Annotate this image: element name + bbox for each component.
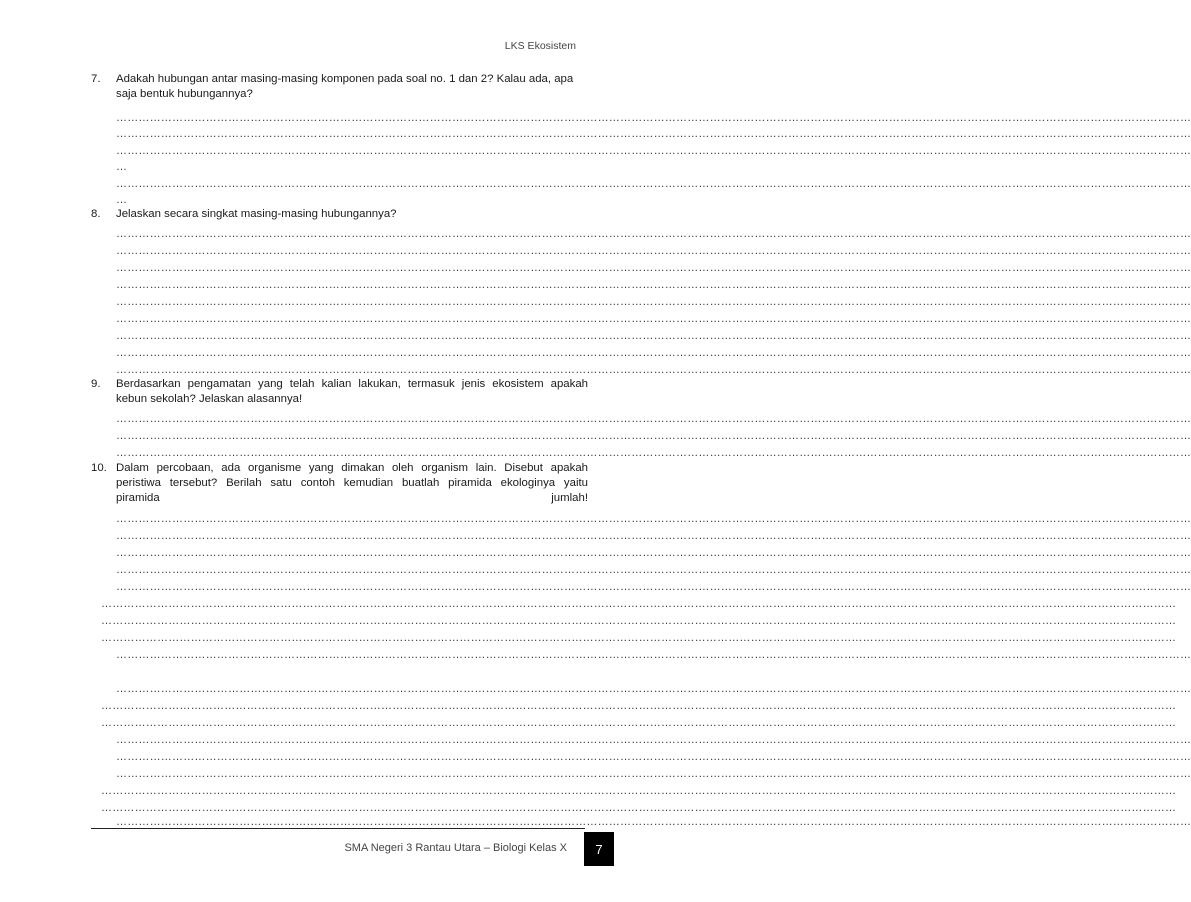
answer-dotted-line: ……………………………………………………………………………………………………………………………………………………………………………………………………………………………………………………………… — [101, 615, 1177, 627]
question-text-left: piramida — [116, 492, 160, 504]
question-text-line: Jelaskan secara singkat masing-masing hubungannya? — [116, 208, 397, 220]
answer-dotted-line: … — [116, 161, 128, 173]
answer-dotted-line: ……………………………………………………………………………………………………………………………………………………………………………………………………………………………………………………………… — [116, 313, 1191, 325]
answer-dotted-line: ……………………………………………………………………………………………………………………………………………………………………………………………………………………………………………………………… — [116, 513, 1191, 525]
answer-dotted-line: ……………………………………………………………………………………………………………………………………………………………………………………………………………………………………………………………… — [116, 816, 1191, 828]
answer-dotted-line: ……………………………………………………………………………………………………………………………………………………………………………………………………………………………………………………………… — [116, 364, 1191, 376]
answer-dotted-line: ……………………………………………………………………………………………………………………………………………………………………………………………………………………………………………………………… — [116, 581, 1191, 593]
question-text-line: kebun sekolah? Jelaskan alasannya! — [116, 393, 303, 405]
question-number: 7. — [91, 73, 101, 85]
answer-dotted-line: ……………………………………………………………………………………………………………………………………………………………………………………………………………………………………………………………… — [116, 178, 1191, 190]
answer-dotted-line: ……………………………………………………………………………………………………………………………………………………………………………………………………………………………………………………………… — [116, 128, 1191, 140]
answer-dotted-line: ……………………………………………………………………………………………………………………………………………………………………………………………………………………………………………………………… — [116, 228, 1191, 240]
question-number: 10. — [91, 462, 107, 474]
answer-dotted-line: ……………………………………………………………………………………………………………………………………………………………………………………………………………………………………………………………… — [101, 717, 1177, 729]
answer-dotted-line: ……………………………………………………………………………………………………………………………………………………………………………………………………………………………………………………………… — [116, 734, 1191, 746]
answer-dotted-line: ……………………………………………………………………………………………………………………………………………………………………………………………………………………………………………………………… — [116, 564, 1191, 576]
question-number: 8. — [91, 208, 101, 220]
answer-dotted-line: ……………………………………………………………………………………………………………………………………………………………………………………………………………………………………………………………… — [116, 330, 1191, 342]
question-number: 9. — [91, 378, 101, 390]
answer-dotted-line: ……………………………………………………………………………………………………………………………………………………………………………………………………………………………………………………………… — [116, 751, 1191, 763]
answer-dotted-line: ……………………………………………………………………………………………………………………………………………………………………………………………………………………………………………………………… — [116, 547, 1191, 559]
answer-dotted-line: ……………………………………………………………………………………………………………………………………………………………………………………………………………………………………………………………… — [101, 802, 1177, 814]
answer-dotted-line: ……………………………………………………………………………………………………………………………………………………………………………………………………………………………………………………………… — [116, 683, 1191, 695]
answer-dotted-line: ……………………………………………………………………………………………………………………………………………………………………………………………………………………………………………………………… — [116, 112, 1191, 124]
answer-dotted-line: ……………………………………………………………………………………………………………………………………………………………………………………………………………………………………………………………… — [116, 447, 1191, 459]
question-text-line: Adakah hubungan antar masing-masing komponen pada soal no. 1 dan 2? Kalau ada, apa — [116, 73, 574, 85]
answer-dotted-line: ……………………………………………………………………………………………………………………………………………………………………………………………………………………………………………………………… — [101, 785, 1177, 797]
answer-dotted-line: ……………………………………………………………………………………………………………………………………………………………………………………………………………………………………………………………… — [116, 145, 1191, 157]
answer-dotted-line: ……………………………………………………………………………………………………………………………………………………………………………………………………………………………………………………………… — [116, 279, 1191, 291]
answer-dotted-line: ……………………………………………………………………………………………………………………………………………………………………………………………………………………………………………………………… — [116, 245, 1191, 257]
answer-dotted-line: ……………………………………………………………………………………………………………………………………………………………………………………………………………………………………………………………… — [116, 768, 1191, 780]
question-text-line: saja bentuk hubungannya? — [116, 88, 253, 100]
question-text-right: jumlah! — [551, 492, 588, 504]
answer-dotted-line: ……………………………………………………………………………………………………………………………………………………………………………………………………………………………………………………………… — [116, 649, 1191, 661]
answer-dotted-line: ……………………………………………………………………………………………………………………………………………………………………………………………………………………………………………………………… — [116, 296, 1191, 308]
answer-dotted-line: ……………………………………………………………………………………………………………………………………………………………………………………………………………………………………………………………… — [116, 347, 1191, 359]
footer-text: SMA Negeri 3 Rantau Utara – Biologi Kelas X — [344, 842, 567, 854]
answer-dotted-line: ……………………………………………………………………………………………………………………………………………………………………………………………………………………………………………………………… — [116, 413, 1191, 425]
answer-dotted-line: ……………………………………………………………………………………………………………………………………………………………………………………………………………………………………………………………… — [101, 598, 1177, 610]
question-text-line: Dalam percobaan, ada organisme yang dimakan oleh organism lain. Disebut apakah — [116, 462, 588, 474]
answer-dotted-line: ……………………………………………………………………………………………………………………………………………………………………………………………………………………………………………………………… — [116, 530, 1191, 542]
answer-dotted-line: ……………………………………………………………………………………………………………………………………………………………………………………………………………………………………………………………… — [116, 430, 1191, 442]
page-number-badge — [584, 832, 614, 866]
answer-dotted-line: ……………………………………………………………………………………………………………………………………………………………………………………………………………………………………………………………… — [101, 700, 1177, 712]
question-text-line — [116, 491, 588, 506]
footer-divider — [91, 828, 585, 829]
answer-dotted-line: … — [116, 194, 128, 206]
page-number: 7 — [595, 841, 603, 857]
answer-dotted-line: ……………………………………………………………………………………………………………………………………………………………………………………………………………………………………………………………… — [101, 632, 1177, 644]
question-text-line: peristiwa tersebut? Berilah satu contoh kemudian buatlah piramida ekologinya yaitu — [116, 477, 588, 489]
header-title: LKS Ekosistem — [504, 40, 576, 52]
question-text-line: Berdasarkan pengamatan yang telah kalian lakukan, termasuk jenis ekosistem apakah — [116, 378, 588, 390]
answer-dotted-line: ……………………………………………………………………………………………………………………………………………………………………………………………………………………………………………………………… — [116, 262, 1191, 274]
